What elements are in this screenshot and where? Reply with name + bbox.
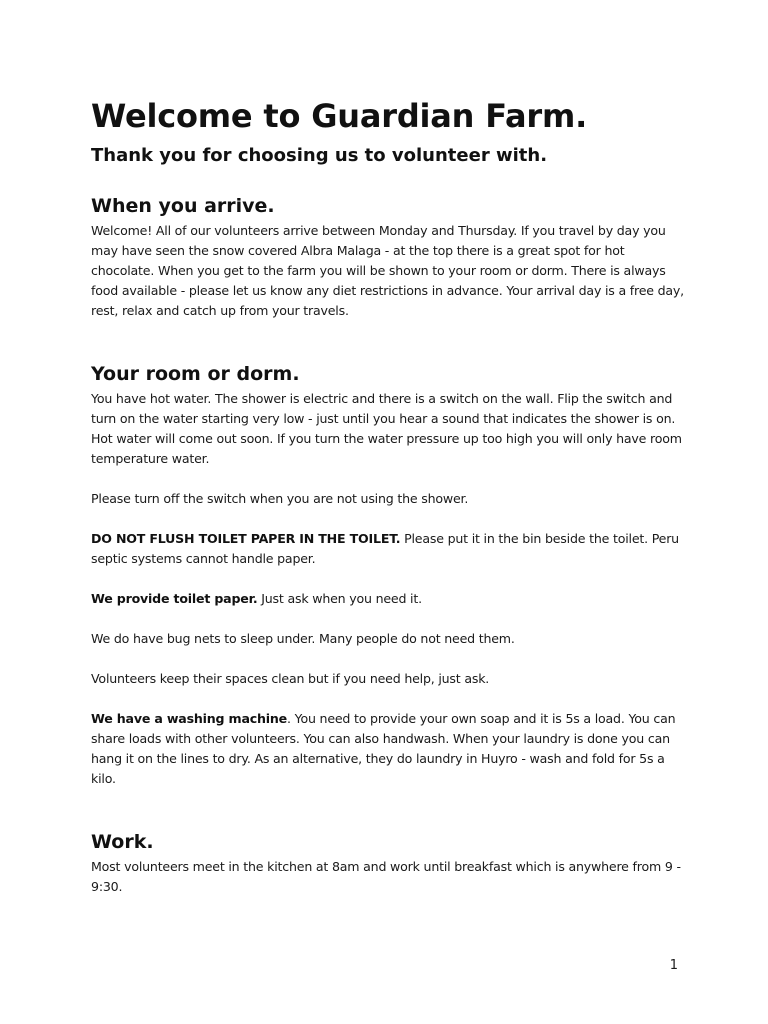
arrive-paragraph: Welcome! All of our volunteers arrive between Monday and Thursday. If you travel by day you may have seen the snow covered Albra Malaga - at the top there is a great spot for hot chocolate. When you get to the farm you will be shown to your room or dorm. There is always food available - please let us know any diet restrictions in advance. Your arrival day is a free day, rest, relax and catch up from your travels. <box>91 223 684 318</box>
washing-machine-bold: We have a washing machine <box>91 711 288 726</box>
toilet-paper-provided-text: Just ask when you need it. <box>257 591 422 606</box>
document-subtitle: Thank you for choosing us to volunteer with. <box>91 145 548 166</box>
room-washing-machine-paragraph <box>91 709 691 789</box>
room-clean-spaces-paragraph: Volunteers keep their spaces clean but if you need help, just ask. <box>91 671 490 686</box>
section-heading-room: Your room or dorm. <box>91 363 300 385</box>
room-hot-water-paragraph: You have hot water. The shower is electric and there is a switch on the wall. Flip the switch and turn on the water starting very low - just until you hear a sound that indicates the shower is on. Hot water will come out soon. If you turn the water pressure up too high you will only have room temperature water. <box>91 391 682 466</box>
document-title: Welcome to Guardian Farm. <box>91 97 588 135</box>
section-room-or-dorm <box>91 361 691 789</box>
document-page <box>91 94 691 897</box>
room-toilet-paper-provided-paragraph <box>91 589 691 609</box>
toilet-paper-warning-text: Please put it in the bin beside the toilet. Peru septic systems cannot handle paper. <box>91 531 679 566</box>
washing-machine-text: . You need to provide your own soap and it is 5s a load. You can share loads with other volunteers. You can also handwash. When your laundry is done you can hang it on the lines to dry. As an alternative, they do laundry in Huyro - wash and fold for 5s a kilo. <box>91 711 676 786</box>
section-heading-work: Work. <box>91 831 154 853</box>
room-bug-nets-paragraph: We do have bug nets to sleep under. Many people do not need them. <box>91 631 515 646</box>
toilet-paper-provided-bold: We provide toilet paper. <box>91 591 258 606</box>
section-when-you-arrive <box>91 193 691 321</box>
room-shower-switch-paragraph: Please turn off the switch when you are not using the shower. <box>91 491 469 506</box>
toilet-paper-warning-bold: DO NOT FLUSH TOILET PAPER IN THE TOILET. <box>91 531 401 546</box>
section-work <box>91 829 691 897</box>
work-paragraph: Most volunteers meet in the kitchen at 8am and work until breakfast which is anywhere from 9 - 9:30. <box>91 859 681 894</box>
page-number: 1 <box>669 958 678 973</box>
section-heading-arrive: When you arrive. <box>91 195 275 217</box>
room-toilet-paper-warning-paragraph <box>91 529 691 569</box>
